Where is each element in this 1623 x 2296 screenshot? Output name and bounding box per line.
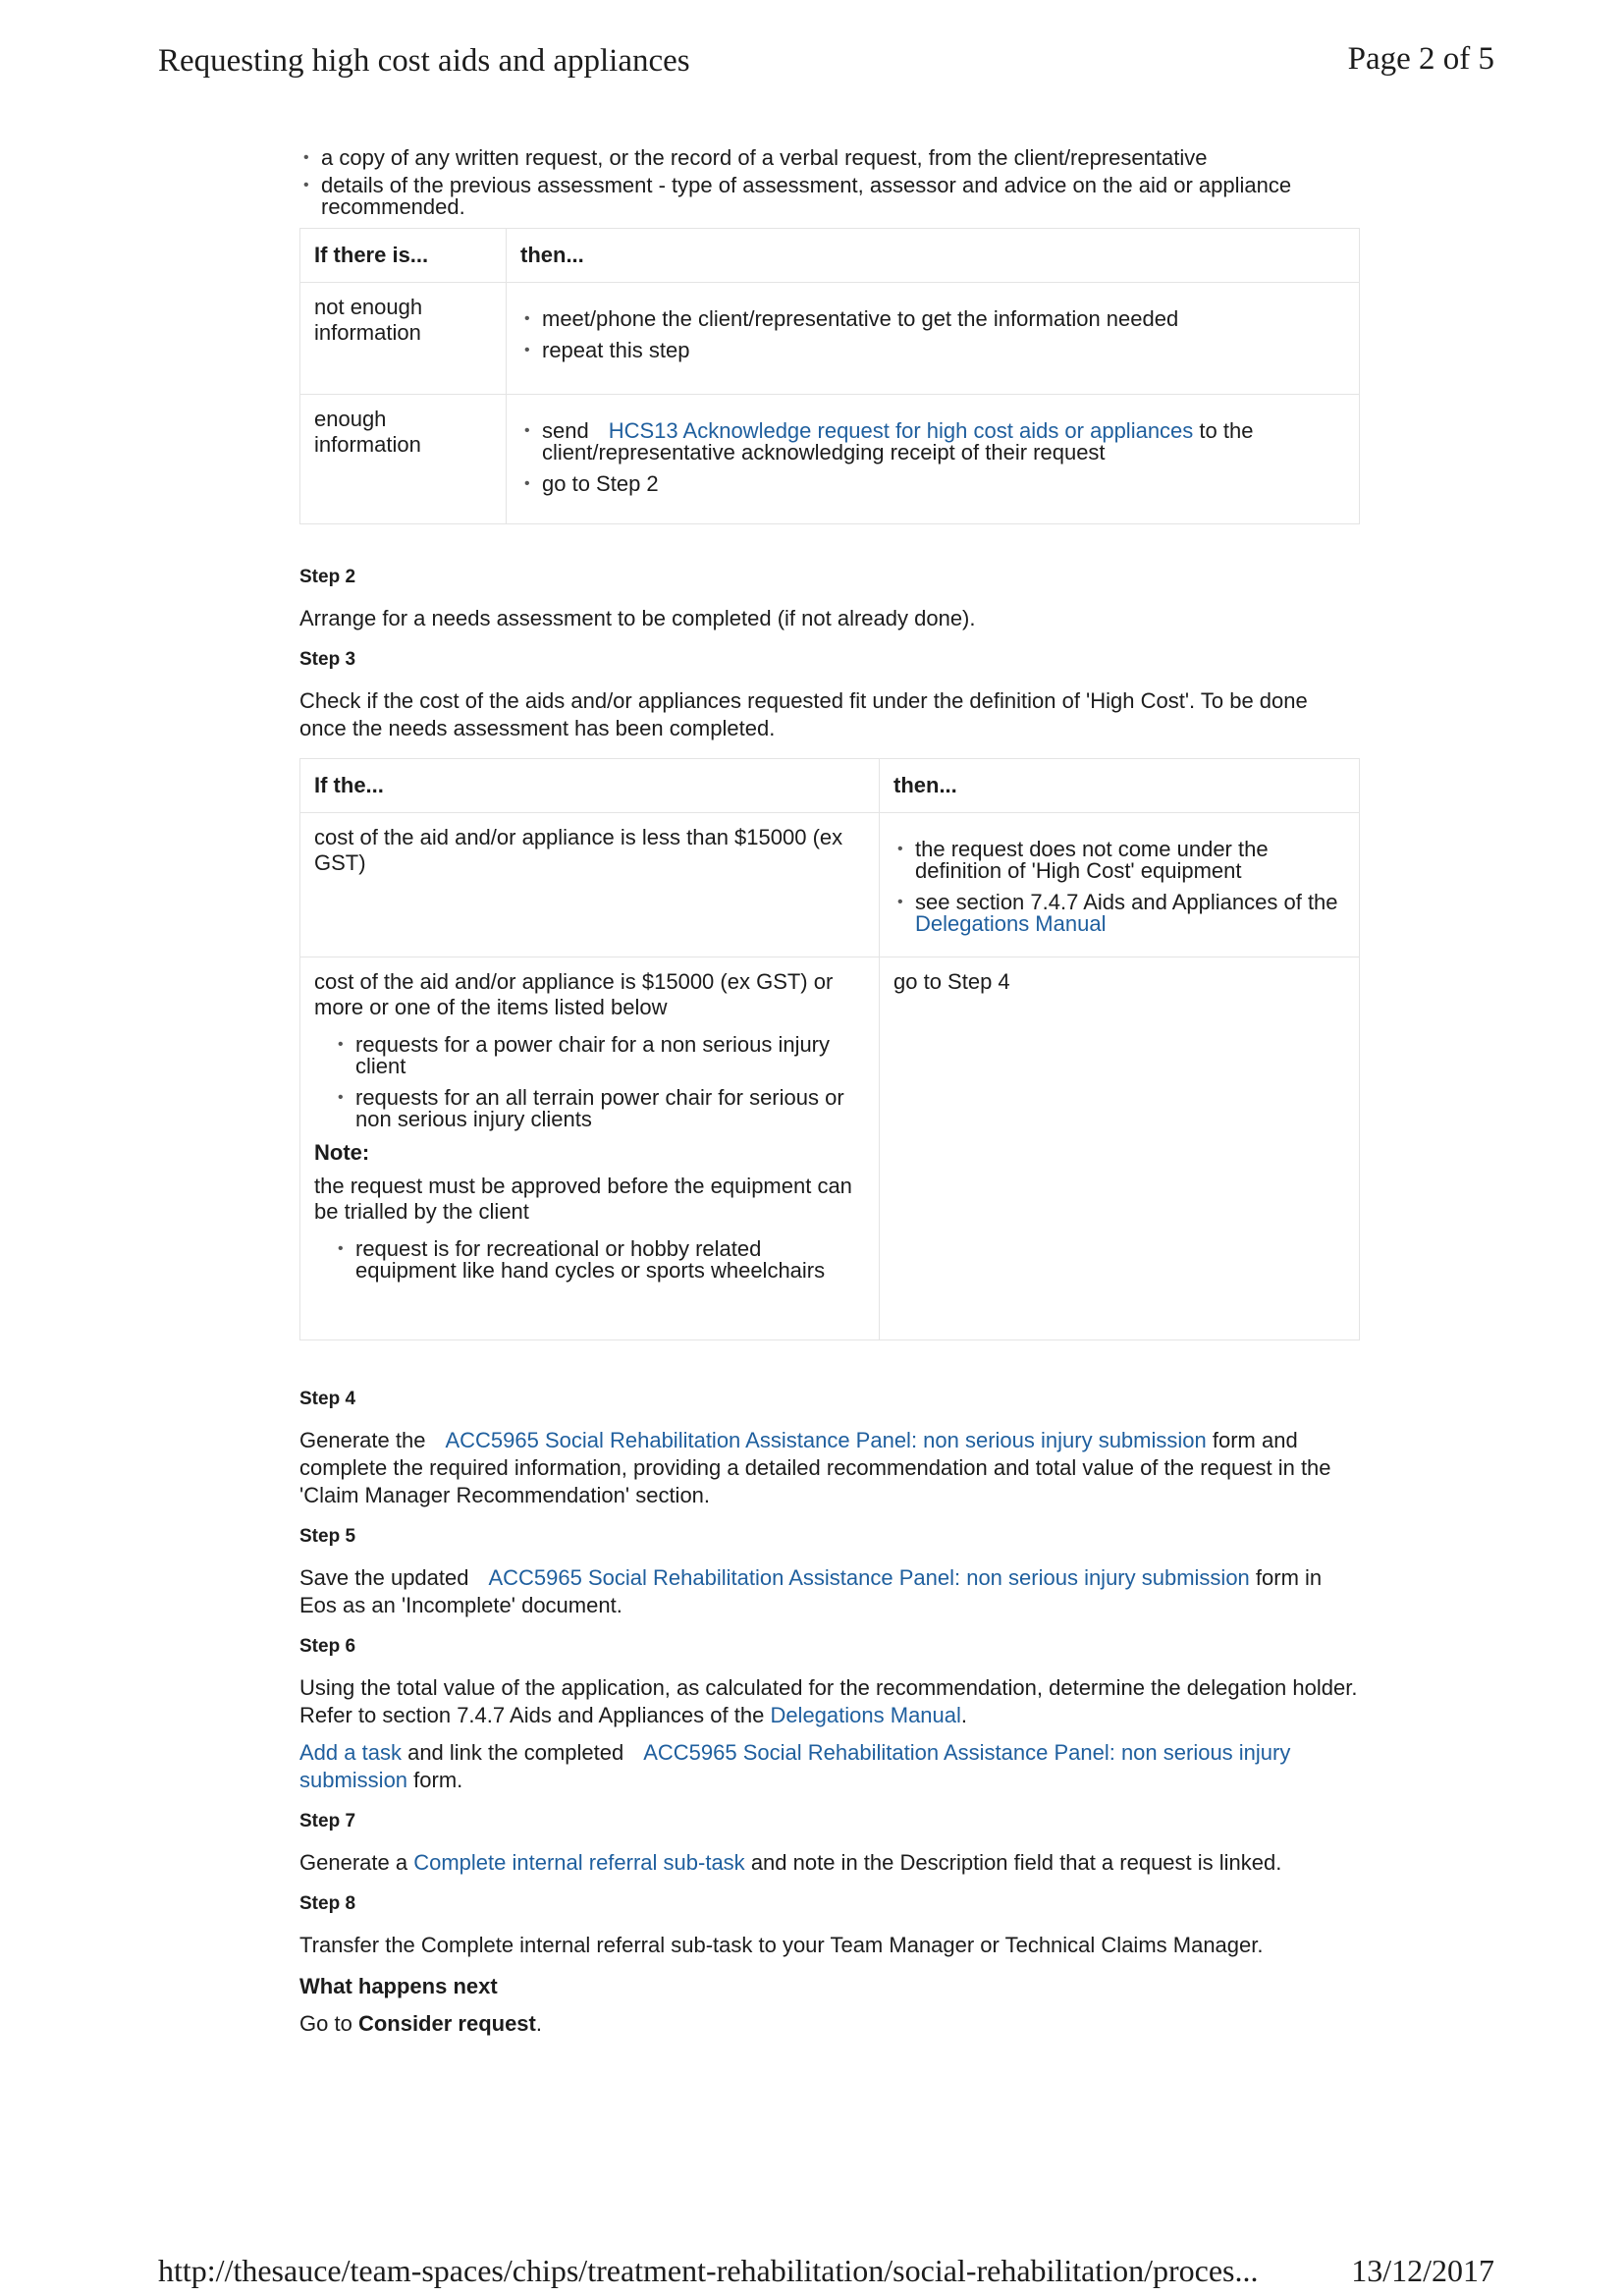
column-header: then... [880, 759, 1360, 813]
step-6-text [299, 1674, 1360, 1729]
what-happens-next-heading: What happens next [299, 1974, 498, 1998]
action-cell [507, 283, 1360, 395]
step-5-pre: Save the updated [299, 1565, 469, 1590]
acc5965-link[interactable]: ACC5965 Social Rehabilitation Assistance Panel: non serious injury submission [488, 1565, 1250, 1590]
delegations-manual-link[interactable]: Delegations Manual [915, 911, 1107, 936]
step-7-text [299, 1849, 1360, 1877]
note-text: the request must be approved before the equipment can be trialled by the client [314, 1174, 852, 1224]
step-7-pre: Generate a [299, 1850, 408, 1875]
step-3-label: Step 3 [299, 649, 356, 670]
step-6-mid: and link the completed [407, 1740, 624, 1765]
hcs13-link[interactable]: HCS13 Acknowledge request for high cost aids or appliances [608, 418, 1194, 443]
step-4-pre: Generate the [299, 1428, 426, 1452]
list-item: • repeat this step [520, 340, 1345, 361]
step-8-text: Transfer the Complete internal referral sub-task to your Team Manager or Technical Claims Manager. [299, 1933, 1264, 1957]
delegations-manual-link[interactable]: Delegations Manual [770, 1703, 961, 1727]
step-3-text: Check if the cost of the aids and/or appliances requested fit under the definition of 'High Cost'. To be done once the needs assessment has been completed. [299, 688, 1308, 740]
action-cell [880, 813, 1360, 957]
complete-internal-referral-link[interactable]: Complete internal referral sub-task [413, 1850, 745, 1875]
acc5965-link[interactable]: ACC5965 Social Rehabilitation Assistance Panel: non serious injury submission [299, 1740, 1291, 1792]
acc5965-link[interactable]: ACC5965 Social Rehabilitation Assistance Panel: non serious injury submission [445, 1428, 1207, 1452]
go-to-text: Go to [299, 2011, 352, 2036]
action-cell: go to Step 4 [880, 957, 1360, 1340]
list-item: • a copy of any written request, or the record of a verbal request, from the client/representative [299, 147, 1360, 169]
table-header-row [300, 759, 1360, 813]
column-header: then... [507, 229, 1360, 283]
list-item: • the request does not come under the definition of 'High Cost' equipment [893, 839, 1345, 882]
footer-date: 13/12/2017 [1351, 2253, 1494, 2288]
condition-cell: not enough information [300, 283, 507, 395]
condition-cell [300, 957, 880, 1340]
condition-cell: cost of the aid and/or appliance is less than $15000 (ex GST) [300, 813, 880, 957]
step-4-label: Step 4 [299, 1389, 356, 1409]
table-row [300, 813, 1360, 957]
step-7-label: Step 7 [299, 1811, 356, 1831]
see-section-text: see section 7.4.7 Aids and Appliances of the [915, 890, 1338, 914]
condition-cell: enough information [300, 395, 507, 524]
intro-list [299, 147, 1360, 218]
step-5-post: form in Eos as an 'Incomplete' document. [299, 1565, 1323, 1617]
step-6-end: form. [413, 1768, 463, 1792]
document-body [299, 147, 1360, 2048]
note-label: Note: [314, 1140, 370, 1165]
step-7-post: and note in the Description field that a request is linked. [750, 1850, 1282, 1875]
condition-text: cost of the aid and/or appliance is $15000 (ex GST) or more or one of the items listed below [314, 969, 834, 1019]
table-row [300, 395, 1360, 524]
step-5-label: Step 5 [299, 1526, 356, 1547]
page-header-title: Requesting high cost aids and appliances [158, 43, 690, 79]
step-5-text [299, 1564, 1360, 1619]
period-text: . [535, 2011, 542, 2036]
list-item [893, 892, 1345, 935]
list-item: • go to Step 2 [520, 473, 1345, 495]
footer-url: http://thesauce/team-spaces/chips/treatment-rehabilitation/social-rehabilitation/proces... [158, 2253, 1259, 2288]
step-6-pre: Using the total value of the application, as calculated for the recommendation, determine the delegation holder. Refer to section 7.4.7 Aids and Appliances of the [299, 1675, 1358, 1727]
list-item [520, 420, 1345, 464]
list-item: • requests for a power chair for a non serious injury client [334, 1034, 865, 1077]
step-4-text [299, 1427, 1360, 1509]
step-6-post: . [960, 1703, 968, 1727]
consider-request-text: Consider request [357, 2011, 536, 2036]
step-4-post: form and complete the required information, providing a detailed recommendation and total value of the request in the 'Claim Manager Recommendation' section. [299, 1428, 1331, 1507]
list-item: • meet/phone the client/representative to get the information needed [520, 308, 1345, 330]
list-item: • request is for recreational or hobby related equipment like hand cycles or sports wheelchairs [334, 1238, 865, 1282]
column-header: If there is... [300, 229, 507, 283]
add-a-task-link[interactable]: Add a task [299, 1740, 402, 1765]
list-item: • requests for an all terrain power chair for serious or non serious injury clients [334, 1087, 865, 1130]
step-2-label: Step 2 [299, 567, 356, 587]
column-header: If the... [300, 759, 880, 813]
send-text: send [542, 418, 589, 443]
send-text-rest: to the client/representative acknowledging receipt of their request [542, 418, 1254, 465]
table-header-row [300, 229, 1360, 283]
page-number: Page 2 of 5 [1347, 41, 1494, 77]
step-8-label: Step 8 [299, 1893, 356, 1914]
list-item: • details of the previous assessment - type of assessment, assessor and advice on the aid or appliance recommended. [299, 175, 1360, 218]
table-row [300, 283, 1360, 395]
step-6-task-text [299, 1739, 1360, 1794]
table-row [300, 957, 1360, 1340]
what-happens-next-text [299, 2010, 1360, 2038]
if-then-table-info [299, 228, 1360, 524]
step-6-label: Step 6 [299, 1636, 356, 1657]
if-then-table-cost [299, 758, 1360, 1340]
step-2-text: Arrange for a needs assessment to be completed (if not already done). [299, 606, 976, 630]
action-cell [507, 395, 1360, 524]
